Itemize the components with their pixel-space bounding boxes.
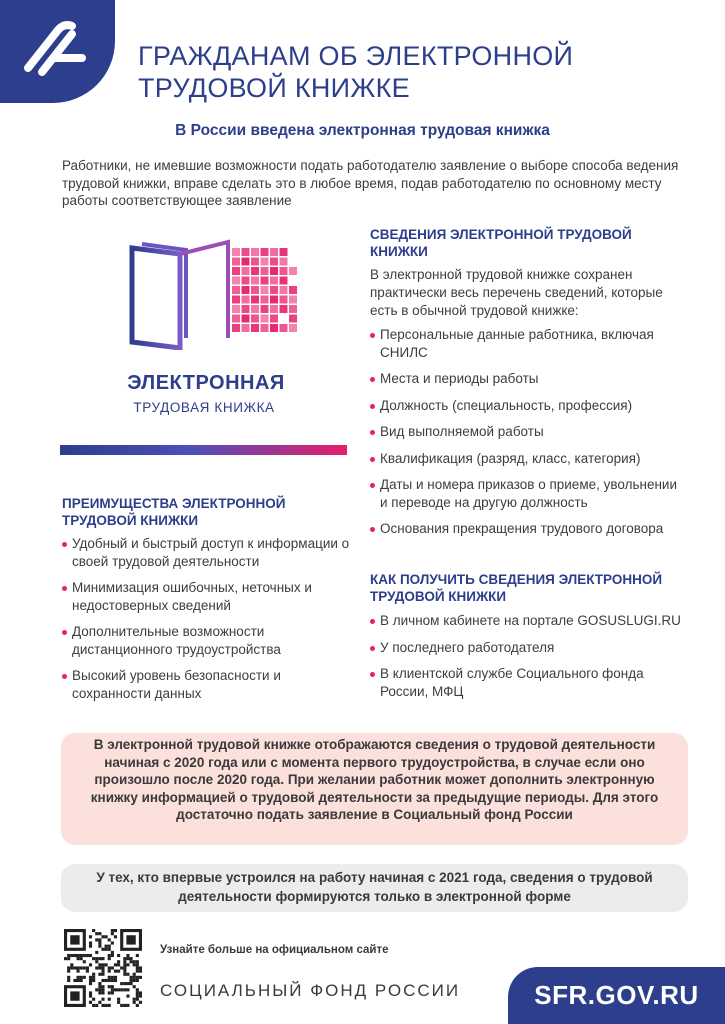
book-pixel-icon <box>128 238 298 350</box>
list-item: Высокий уровень безопасности и сохранности данных <box>62 667 352 702</box>
intro-paragraph: Работники, не имевшие возможности подать работодателю заявление о выборе способа ведения трудовой книжки, вправе сделать это в любое время, подав работодателю по основному месту работы соответствующее заявление <box>62 158 679 208</box>
info-section-text: В электронной трудовой книжке сохранен практически весь перечень сведений, которые есть в обычной трудовой книжке: <box>370 267 663 318</box>
obtain-list <box>370 612 688 709</box>
sfr-logo <box>0 0 115 103</box>
list-item: У последнего работодателя <box>370 639 688 657</box>
notice-box-gray <box>61 864 688 912</box>
info-section-title: СВЕДЕНИЯ ЭЛЕКТРОННОЙ ТРУДОВОЙ КНИЖКИ <box>370 227 632 259</box>
site-url-link[interactable]: SFR.GOV.RU <box>508 967 725 1024</box>
notice-box-pink <box>61 733 688 845</box>
benefits-section-title: ПРЕИМУЩЕСТВА ЭЛЕКТРОННОЙ ТРУДОВОЙ КНИЖКИ <box>62 496 286 528</box>
list-item: Квалификация (разряд, класс, категория) <box>370 450 688 468</box>
brand-gradient-bar <box>60 445 347 455</box>
list-item: В личном кабинете на портале GOSUSLUGI.RU <box>370 612 688 630</box>
list-item: Удобный и быстрый доступ к информации о своей трудовой деятельности <box>62 535 352 570</box>
list-item: Должность (специальность, профессия) <box>370 397 688 415</box>
sfr-logo-icon <box>24 20 90 80</box>
notice-text: В электронной трудовой книжке отображаются сведения о трудовой деятельности начиная с 2020 года или с момента первого трудоустройства, в случае если оно произошло после 2020 года. При желании работник может дополнить электронную книжку информацией о трудовой деятельности за предыдущие периоды. Для этого достаточно подать заявление в Социальный фонд России <box>90 737 659 823</box>
list-item: Вид выполняемой работы <box>370 423 688 441</box>
brand-title: ЭЛЕКТРОННАЯ <box>127 372 285 394</box>
info-list <box>370 326 688 547</box>
site-hint: Узнайте больше на официальном сайте <box>160 944 389 956</box>
list-item: Минимизация ошибочных, неточных и недостоверных сведений <box>62 579 352 614</box>
notice-text: У тех, кто впервые устроился на работу начиная с 2021 года, сведения о трудовой деятельности формируются только в электронной форме <box>96 870 653 904</box>
page-subtitle: В России введена электронная трудовая книжка <box>175 122 550 139</box>
list-item: Места и периоды работы <box>370 370 688 388</box>
list-item: Основания прекращения трудового договора <box>370 520 688 538</box>
obtain-section-title: КАК ПОЛУЧИТЬ СВЕДЕНИЯ ЭЛЕКТРОННОЙ ТРУДОВОЙ КНИЖКИ <box>370 572 663 604</box>
list-item: Даты и номера приказов о приеме, увольнении и переводе на другую должность <box>370 476 688 511</box>
brand-subtitle: ТРУДОВАЯ КНИЖКА <box>133 400 275 415</box>
qr-code-icon <box>64 929 142 1007</box>
page-title: ГРАЖДАНАМ ОБ ЭЛЕКТРОННОЙ ТРУДОВОЙ КНИЖКЕ <box>138 41 574 103</box>
etk-logo-graphic <box>128 238 298 355</box>
benefits-list <box>62 535 352 711</box>
list-item: Персональные данные работника, включая СНИЛС <box>370 326 688 361</box>
list-item: Дополнительные возможности дистанционного трудоустройства <box>62 623 352 658</box>
org-name: СОЦИАЛЬНЫЙ ФОНД РОССИИ <box>160 981 461 1000</box>
list-item: В клиентской службе Социального фонда России, МФЦ <box>370 665 688 700</box>
